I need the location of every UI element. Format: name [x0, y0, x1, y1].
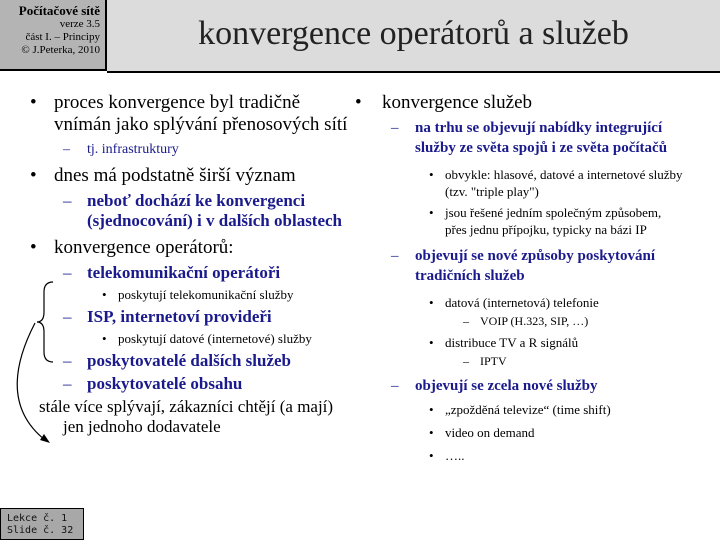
bullet-icon: •	[429, 402, 434, 417]
slide-footer	[0, 508, 84, 540]
course-part: část I. – Principy	[25, 31, 100, 43]
lesson-number: Lekce č. 1	[7, 513, 68, 524]
sub-text: objevují se nové způsoby poskytování tradičních služeb	[415, 248, 656, 284]
sub-item	[355, 376, 715, 396]
copyright: © J.Peterka, 2010	[21, 44, 100, 56]
service-sub-text: IPTV	[480, 354, 507, 368]
operator-label: poskytovatelé obsahu	[87, 374, 243, 393]
sub-text: objevují se zcela nové služby	[415, 378, 598, 394]
bullet-icon: •	[30, 237, 37, 258]
service-item	[355, 334, 715, 351]
bullet-icon: •	[429, 205, 434, 220]
bullet-icon: •	[429, 295, 434, 310]
sub-item	[30, 191, 355, 231]
bullet-icon: •	[429, 425, 434, 440]
course-info-box	[0, 0, 107, 71]
service-text: „zpožděná televize“ (time shift)	[445, 402, 611, 417]
sub-item	[30, 140, 355, 160]
bullet-icon: •	[30, 165, 37, 186]
course-version: verze 3.5	[59, 18, 100, 30]
sub-text: tj. infrastruktury	[87, 142, 179, 157]
service-item	[355, 401, 715, 418]
left-column	[30, 92, 355, 441]
operator-sub-text: poskytují datové (internetové) služby	[118, 331, 312, 346]
operator-label: poskytovatelé dalších služeb	[87, 351, 292, 370]
operator-sub	[30, 286, 355, 303]
operator-label: ISP, internetoví provideři	[87, 307, 272, 326]
bullet-item	[30, 165, 355, 187]
service-item	[355, 447, 715, 464]
slide-title: konvergence operátorů a služeb	[198, 15, 629, 52]
bullet-item	[30, 92, 355, 136]
sub-item	[355, 246, 715, 286]
bullet-text: konvergence služeb	[382, 92, 533, 113]
dash-icon: –	[63, 263, 72, 282]
dash-icon: –	[391, 248, 399, 264]
operator-sub-text: poskytují telekomunikační služby	[118, 287, 294, 302]
operator-item	[30, 263, 355, 283]
service-text: datová (internetová) telefonie	[445, 295, 599, 310]
course-name: Počítačové sítě	[18, 3, 100, 18]
service-text: distribuce TV a R signálů	[445, 335, 579, 350]
bullet-item	[355, 92, 715, 114]
service-text: jsou řešené jedním společným způsobem, přes jednu přípojku, typicky na bázi IP	[445, 205, 662, 237]
dash-icon: –	[63, 142, 70, 157]
slide-number: Slide č. 32	[7, 525, 74, 536]
dash-icon: –	[391, 120, 399, 136]
dash-icon: –	[391, 378, 399, 394]
bullet-icon: •	[429, 167, 434, 182]
operator-sub	[30, 330, 338, 347]
service-item	[355, 204, 715, 238]
bullet-item	[30, 237, 355, 259]
operator-item	[30, 307, 355, 327]
bullet-text: proces konvergence byl tradičně vnímán jako splývání přenosových sítí	[54, 92, 348, 135]
service-text: video on demand	[445, 425, 535, 440]
dash-icon: –	[63, 191, 72, 210]
service-sub	[355, 353, 715, 370]
right-column	[355, 92, 715, 468]
bullet-icon: •	[355, 92, 362, 113]
dash-icon: –	[63, 374, 72, 393]
service-text: obvykle: hlasové, datové a internetové služby (tzv. "triple play")	[445, 167, 683, 199]
conclusion-text: stále více splývají, zákazníci chtějí (a mají) jen jednoho dodavatele	[39, 397, 334, 436]
sub-item	[355, 118, 715, 158]
bullet-icon: •	[102, 331, 107, 346]
bullet-text: dnes má podstatně širší význam	[54, 165, 296, 186]
sub-text: na trhu se objevují nabídky integrující služby ze světa spojů i ze světa počítačů	[415, 120, 668, 156]
service-item	[355, 424, 715, 441]
service-sub	[355, 313, 715, 330]
operator-item	[30, 351, 355, 371]
sub-text: neboť dochází ke konvergenci (sjednocování) i v dalších oblastech	[87, 191, 343, 230]
operator-label: telekomunikační operátoři	[87, 263, 281, 282]
bullet-icon: •	[429, 448, 434, 463]
dash-icon: –	[63, 307, 72, 326]
bullet-text: konvergence operátorů:	[54, 237, 234, 258]
service-text: …..	[445, 448, 465, 463]
bullet-icon: •	[102, 287, 107, 302]
service-sub-text: VOIP (H.323, SIP, …)	[480, 314, 589, 328]
service-item	[355, 166, 715, 200]
operator-item	[30, 374, 355, 394]
bullet-icon: •	[429, 335, 434, 350]
dash-icon: –	[463, 354, 469, 368]
bullet-icon: •	[30, 92, 37, 113]
dash-icon: –	[63, 351, 72, 370]
dash-icon: –	[463, 314, 469, 328]
service-item	[355, 294, 715, 311]
title-bar	[107, 0, 720, 73]
